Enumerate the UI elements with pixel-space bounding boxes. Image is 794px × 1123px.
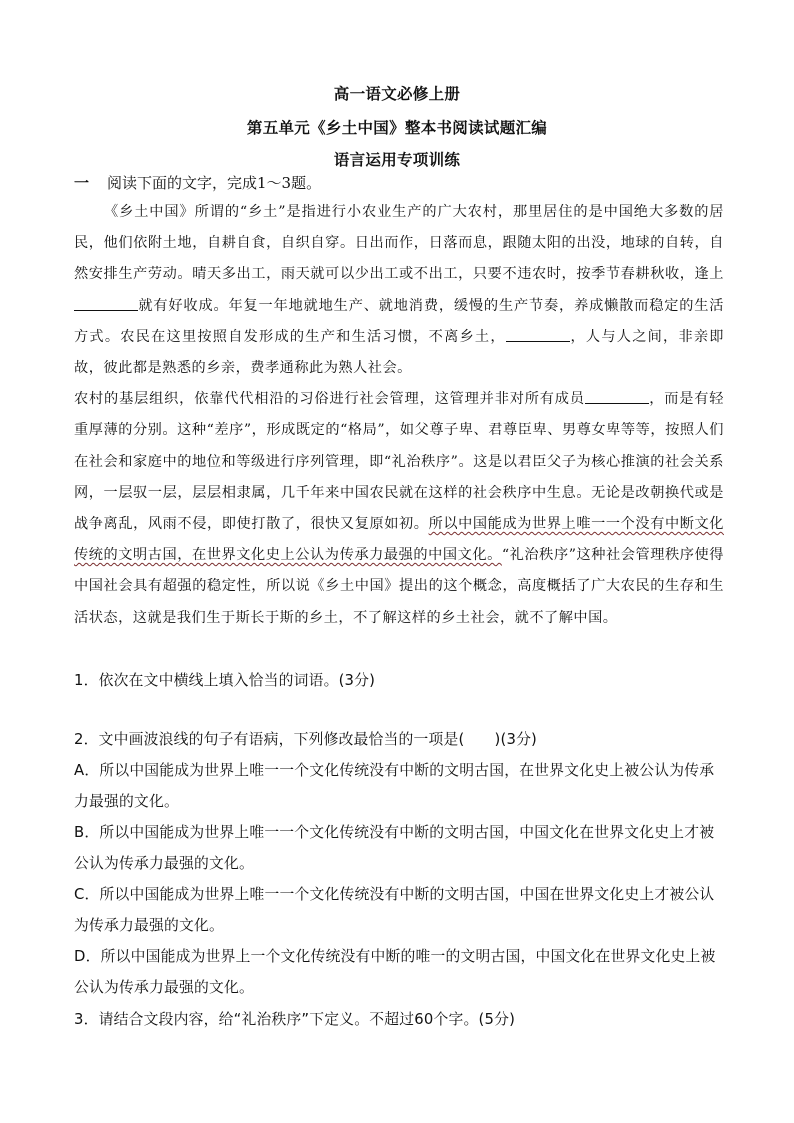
wavy-underlined-sentence: 所以中国能成为世界上唯一一个没有中断文化传统的文明古国，在世界文化史上公认为传承力最强的中国文化。 (74, 516, 724, 564)
option-b: B．所以中国能成为世界上唯一一个文化传统没有中断的文明古国，中国文化在世界文化史上才被公认为传承力最强的文化。 (74, 824, 715, 872)
option-c: C．所以中国能成为世界上唯一一个文化传统没有中断的文明古国，中国在世界文化史上才被公认为传承力最强的文化。 (74, 886, 715, 934)
question-2-text: 2．文中画波浪线的句子有语病，下列修改最恰当的一项是( )(3分) (74, 731, 538, 748)
question-1-text: 1．依次在文中横线上填入恰当的词语。(3分) (74, 672, 376, 689)
unit-title: 第五单元《乡土中国》整本书阅读试题汇编 (246, 119, 548, 137)
passage-text: ，而是有轻重厚薄的分别。这种“差序”，形成既定的“格局”，如父尊子卑、君尊臣卑、男尊女卑等等，按照人们在社会和家庭中的地位和等级进行序列管理，即“礼治秩序”。这是以君臣父子为核心推演的社会关系网，一层驭一层，层层相隶属，几千年来中国农民就在这样的社会秩序中生息。无论是改朝换代或是战争离乱，风雨不侵，即使打散了，很快又复原如初。 (74, 391, 724, 533)
question-3 (74, 1004, 724, 1035)
question-3-text: 3．请结合文段内容，给“礼治秩序”下定义。不超过60个字。(5分) (74, 1011, 516, 1028)
option-a: A．所以中国能成为世界上唯一一个文化传统没有中断的文明古国，在世界文化史上被公认为传承力最强的文化。 (74, 762, 715, 810)
section-instruction: 阅读下面的文字，完成1～3题。 (107, 174, 322, 192)
passage-paragraph-2 (74, 384, 724, 634)
section-heading (74, 172, 321, 193)
option-d: D．所以中国能成为世界上一个文化传统没有中断的唯一的文明古国，中国文化在世界文化史上被公认为传承力最强的文化。 (74, 948, 716, 996)
fill-blank-1 (74, 296, 138, 311)
question-1 (74, 665, 724, 696)
passage-text: 《乡土中国》所谓的“乡土”是指进行小农业生产的广大农村，那里居住的是中国绝大多数的居民，他们依附土地，自耕自食，自织自穿。日出而作，日落而息，跟随太阳的出没，地球的自转，自然安排生产劳动。晴天多出工，雨天就可以少出工或不出工，只要不违农时，按季节春耕秋收，逢上 (74, 204, 724, 283)
passage-paragraph-1 (74, 197, 724, 384)
passage-text: “礼治秩序”这种社会管理秩序使得中国社会具有超强的稳定性，所以说《乡土中国》提出的这个概念，高度概括了广大农民的生存和生活状态，这就是我们生于斯长于斯的乡土，不了解这样的乡土社会，就不了解中国。 (74, 547, 724, 626)
section-number: 一 (74, 174, 90, 192)
reading-passage (74, 197, 724, 634)
fill-blank-2 (506, 327, 570, 342)
training-title: 语言运用专项训练 (333, 151, 461, 169)
question-2 (74, 724, 724, 1003)
passage-text: ，人与人之间，非亲即故，彼此都是熟悉的乡亲，费孝通称此为熟人社会。 (74, 328, 724, 377)
passage-text: 就有好收成。年复一年地就地生产、就地消费，缓慢的生产节奏，养成懒散而稳定的生活方式。农民在这里按照自发形成的生产和生活习惯，不离乡土， (74, 297, 724, 345)
passage-text: 农村的基层组织，依靠代代相沿的习俗进行社会管理，这管理并非对所有成员 (74, 391, 585, 408)
fill-blank-3 (585, 389, 649, 404)
document-title: 高一语文必修上册 (333, 85, 461, 103)
